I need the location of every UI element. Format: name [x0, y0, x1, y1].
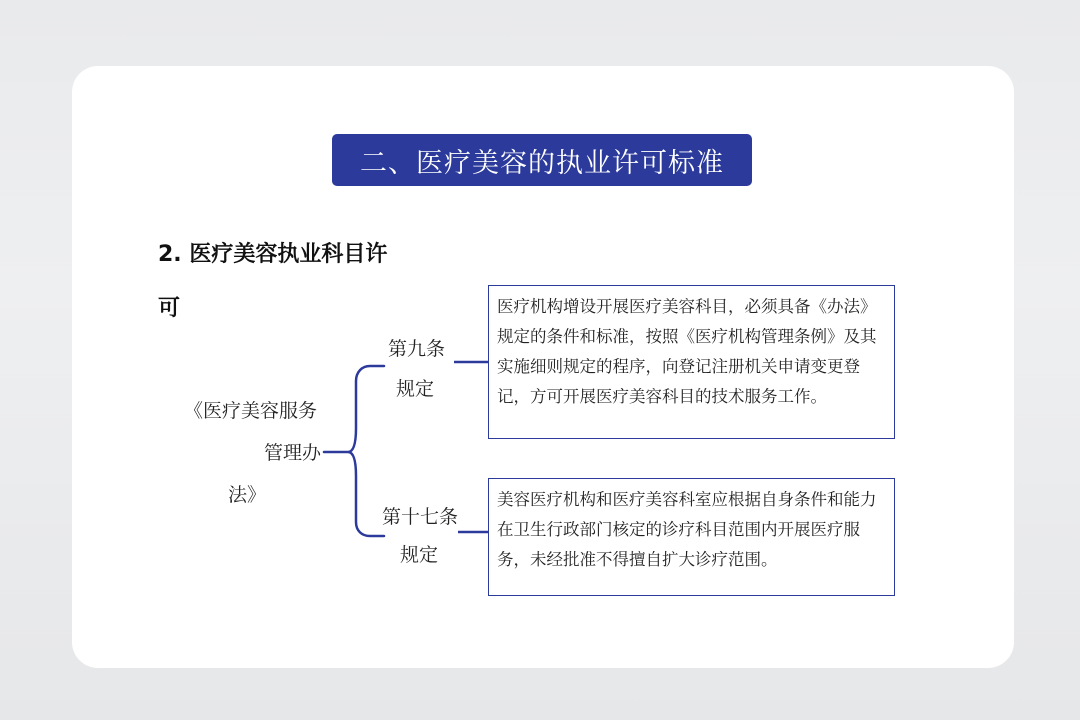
article-17-label-line2: 规定: [400, 544, 439, 566]
page-title: 二、医疗美容的执业许可标准: [360, 147, 724, 179]
law-name-line2: 管理办: [264, 442, 322, 464]
article-9-text-box: [488, 285, 895, 439]
bracket-line: [324, 366, 384, 536]
article-17-text-box: [488, 478, 895, 596]
content-card: [72, 66, 1014, 668]
article-17-text: 美容医疗机构和医疗美容科室应根据自身条件和能力在卫生行政部门核定的诊疗科目范围内开展医疗服务，未经批准不得擅自扩大诊疗范围。: [497, 490, 877, 569]
section-heading-line2: 可: [158, 296, 181, 321]
section-number: 2.: [158, 242, 182, 267]
article-17-label-line1: 第十七条: [382, 506, 459, 528]
law-name-line3: 法》: [228, 484, 267, 506]
section-heading-line1: 医疗美容执业科目许: [189, 242, 388, 267]
law-name-line1: 《医疗美容服务: [184, 400, 318, 422]
article-9-label-line2: 规定: [396, 378, 435, 400]
article-9-text: 医疗机构增设开展医疗美容科目，必须具备《办法》规定的条件和标准，按照《医疗机构管理条例》及其实施细则规定的程序，向登记注册机关申请变更登记，方可开展医疗美容科目的技术服务工作。: [497, 297, 877, 406]
article-9-label-line1: 第九条: [388, 338, 446, 360]
